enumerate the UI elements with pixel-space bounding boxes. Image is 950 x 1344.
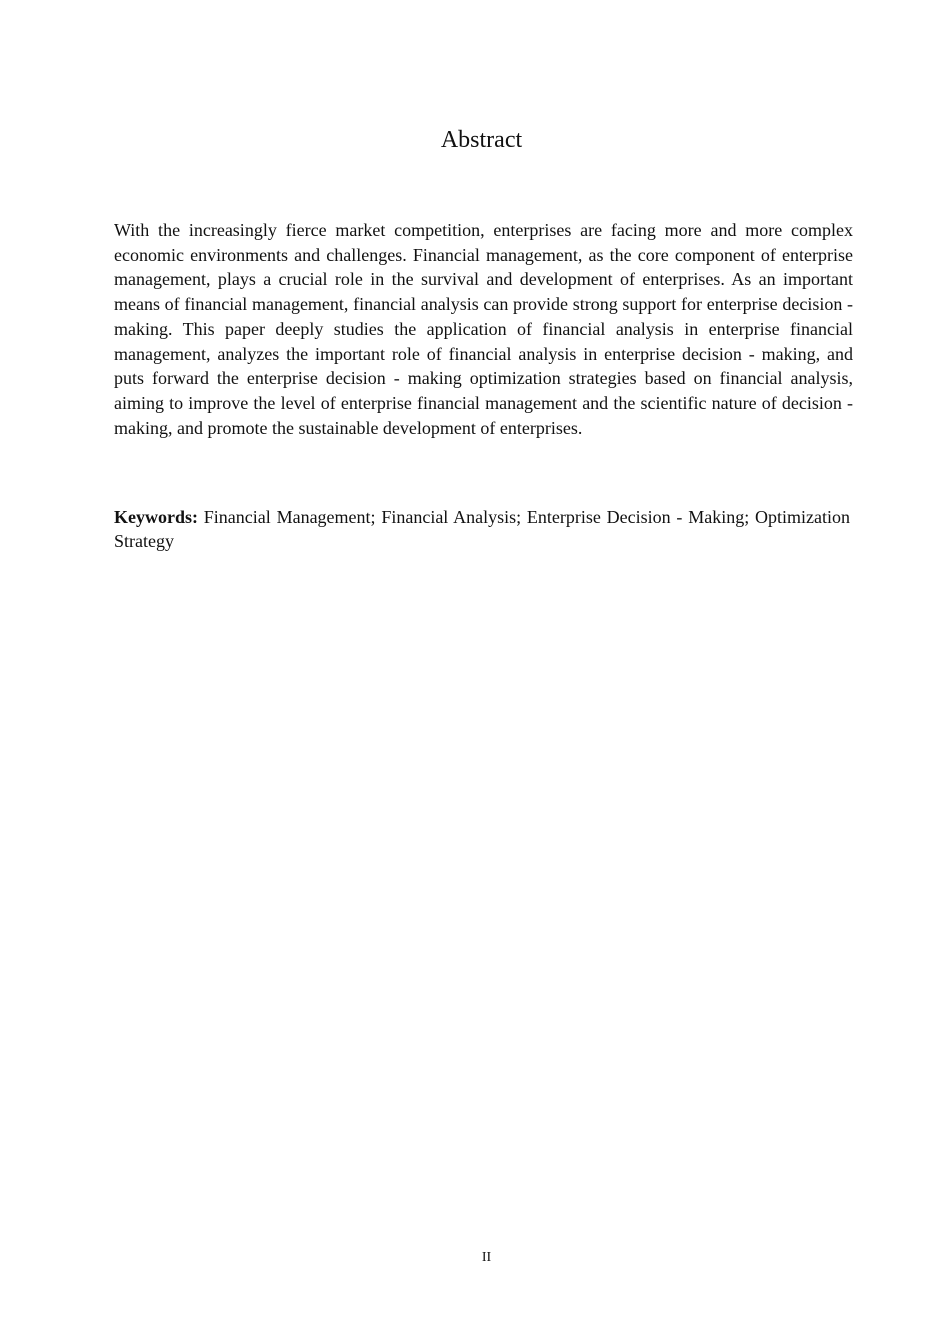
page-number: II (481, 1250, 492, 1265)
abstract-paragraph: With the increasingly fierce market competition, enterprises are facing more and more complex economic environments and challenges. Financial management, as the core component of enterprise management, plays a crucial role in the survival and development of enterprises. As an important means of financial management, financial analysis can provide strong support for enterprise decision - making. This paper deeply studies the application of financial analysis in enterprise financial management, analyzes the important role of financial analysis in enterprise decision - making, and puts forward the enterprise decision - making optimization strategies based on financial analysis, aiming to improve the level of enterprise financial management and the scientific nature of decision - making, and promote the sustainable development of enterprises. (114, 220, 853, 438)
page-title: Abstract (440, 127, 523, 153)
keywords-label: Keywords: (114, 507, 198, 527)
keywords-paragraph (114, 506, 850, 553)
keywords-list: Financial Management; Financial Analysis; Enterprise Decision - Making; Optimization Strategy (114, 507, 850, 551)
